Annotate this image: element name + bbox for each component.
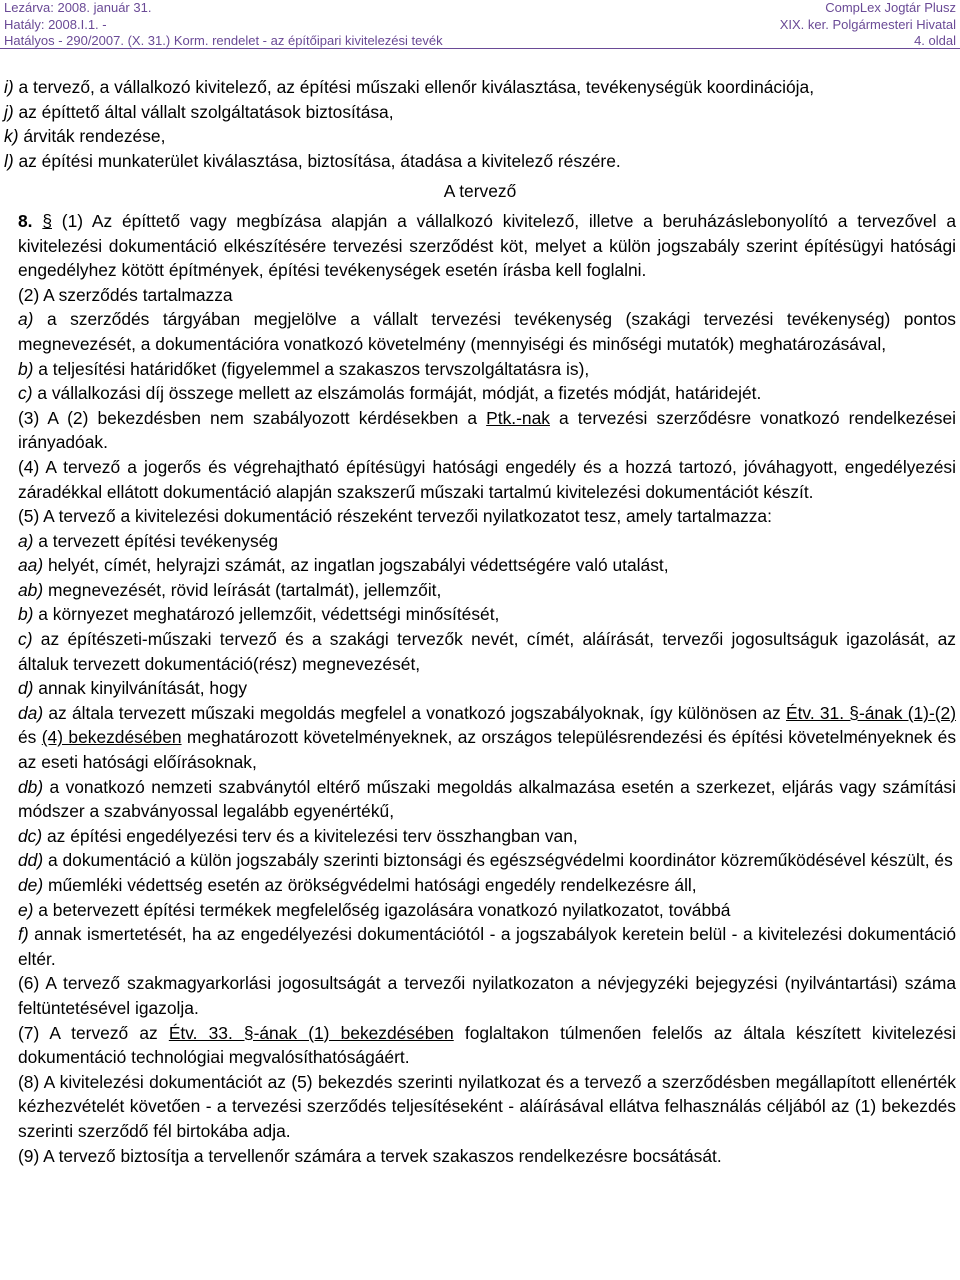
list-item: b) a teljesítési határidőket (figyelemmel a szakaszos tervszolgáltatásra is), <box>18 358 590 379</box>
header-page-number: 4. oldal <box>914 33 956 48</box>
list-item: l) az építési munkaterület kiválasztása, biztosítása, átadása a kivitelező részére. <box>4 150 621 171</box>
list-item: j) az építtető által vállalt szolgáltatások biztosítása, <box>4 101 394 122</box>
header-divider <box>0 48 960 49</box>
list-item: db) a vonatkozó nemzeti szabványtól eltérő műszaki megoldás alkalmazása esetén a szerkezet, eljárás vagy számítási módszer a szabványossal legalább egyenértékű, <box>18 776 956 822</box>
page-header <box>0 0 960 50</box>
list-item: f) annak ismertetését, ha az engedélyezési dokumentációtól - a jogszabályok keretein belül - a kivitelezési dokumentáció eltér. <box>18 924 956 969</box>
list-item: i) a tervező, a vállalkozó kivitelező, az építési műszaki ellenőr kiválasztása, tevékenységük koordinációja, <box>4 77 815 97</box>
etv-31-link[interactable]: Étv. 31. §-ának (1)-(2) <box>785 702 957 723</box>
header-right <box>780 0 956 50</box>
list-item: da) az általa tervezett műszaki megoldás megfelel a vonatkozó jogszabályoknak, így különösen az Étv. 31. §-ának (1)-(2) és (4) bekezdésében meghatározott követelményeknek, az országos településrendezési és építési követelményeknek és az eseti hatósági előírásoknak, <box>18 702 957 773</box>
header-effect-date: Hatály: 2008.I.1. - <box>4 16 107 32</box>
list-item: c) a vállalkozási díj összege mellett az elszámolás formáját, módját, a fizetés módját, határidejét. <box>18 383 762 404</box>
header-closed-date: Lezárva: 2008. január 31. <box>4 0 152 15</box>
paragraph-8-7: (7) A tervező az Étv. 33. §-ának (1) bekezdésében foglaltakon túlmenően felelős az általa készített kivitelezési dokumentáció technológiai megvalósíthatóságáért. <box>18 1022 956 1068</box>
paragraph-8-4: (4) A tervező a jogerős és végrehajtható építésügyi hatósági engedély és a hozzá tartozó, jóváhagyott, engedélyezési záradékkal ellátott dokumentáció alapján szakszerű műszaki tartalmú kivitelezési dokumentációt készít. <box>18 456 956 502</box>
list-item: c) az építészeti-műszaki tervező és a szakági tervezők nevét, címét, aláírását, tervezői jogosultságuk igazolását, az általuk tervezett dokumentáció(rész) megnevezését, <box>18 629 956 674</box>
list-item: k) árviták rendezése, <box>4 126 166 147</box>
section-sign-link[interactable]: § <box>42 210 52 231</box>
paragraph-8-8: (8) A kivitelezési dokumentációt az (5) bekezdés szerinti nyilatkozat és a tervező a szerződésben megállapított ellenérték kézhezvételét követően - a tervezési szerződés teljesítéseként - aláírásával ellátva felhasználás céljából az (1) bekezdés szerinti szerződő fél birtokába adja. <box>18 1071 956 1141</box>
list-item: dc) az építési engedélyezési terv és a kivitelezési terv összhangban van, <box>18 825 578 846</box>
list-item: ab) megnevezését, rövid leírását (tartalmát), jellemzőit, <box>18 579 442 600</box>
ptk-link[interactable]: Ptk.-nak <box>486 407 550 428</box>
paragraph-8-1: 8. § (1) Az építtető vagy megbízása alapján a vállalkozó kivitelező, illetve a beruházáslebonyolító a tervezővel a kivitelezési dokumentáció elkészítésére tervezési szerződést köt, melyet a külön jogszabály szerint építésügyi hatósági engedélyhez kötött építmények, építési tevékenységek esetén írásba kell foglalni. <box>18 210 956 281</box>
etv-31-4-link[interactable]: (4) bekezdésében <box>41 727 182 748</box>
list-item: e) a betervezett építési termékek megfelelőség igazolására vonatkozó nyilatkozatot, továbbá <box>18 899 731 920</box>
list-item: a) a szerződés tárgyában megjelölve a vállalt tervezési tevékenység (szakági tervezési tevékenység) pontos megnevezését, a dokumentációra vonatkozó követelmény (mennyiségi és minőségi mutatók) meghatározásával, <box>18 309 956 354</box>
list-item: aa) helyét, címét, helyrajzi számát, az ingatlan jogszabályi védettségére való utalást, <box>18 555 669 576</box>
section-number: 8. <box>18 210 33 231</box>
section-title: A tervező <box>443 181 517 202</box>
etv-33-link[interactable]: Étv. 33. §-ának (1) bekezdésében <box>168 1022 454 1043</box>
list-item: dd) a dokumentáció a külön jogszabály szerinti biztonsági és egészségvédelmi koordinátor közreműködésével készült, és <box>18 850 953 871</box>
paragraph-8-2: (2) A szerződés tartalmazza <box>18 284 233 305</box>
header-left <box>4 0 443 50</box>
paragraph-8-6: (6) A tervező szakmagyarkorlási jogosultságát a tervezői nyilatkozaton a névjegyzéki bejegyzési (nyilvántartási) száma feltüntetésével igazolja. <box>18 973 956 1018</box>
list-item: d) annak kinyilvánítását, hogy <box>18 678 248 699</box>
paragraph-8-5: (5) A tervező a kivitelezési dokumentáció részeként tervezői nyilatkozatot tesz, amely tartalmazza: <box>18 506 772 527</box>
list-item: a) a tervezett építési tevékenység <box>18 530 279 551</box>
header-product-name: CompLex Jogtár Plusz <box>825 0 956 15</box>
paragraph-8-3: (3) A (2) bekezdésben nem szabályozott kérdésekben a Ptk.-nak a tervezési szerződésre vonatkozó rendelkezései irányadóak. <box>18 407 956 453</box>
header-organization: XIX. ker. Polgármesteri Hivatal <box>779 16 956 32</box>
list-item: de) műemléki védettség esetén az örökségvédelmi hatósági engedély rendelkezésre áll, <box>18 875 697 895</box>
paragraph-8-9: (9) A tervező biztosítja a tervellenőr számára a tervek szakaszos rendelkezésre bocsátását. <box>18 1145 722 1166</box>
list-item: b) a környezet meghatározó jellemzőit, védettségi minősítését, <box>18 604 500 625</box>
header-regulation-title: Hatályos - 290/2007. (X. 31.) Korm. rendelet - az építőipari kivitelezési tevék <box>4 33 443 48</box>
document-body <box>4 75 956 1168</box>
